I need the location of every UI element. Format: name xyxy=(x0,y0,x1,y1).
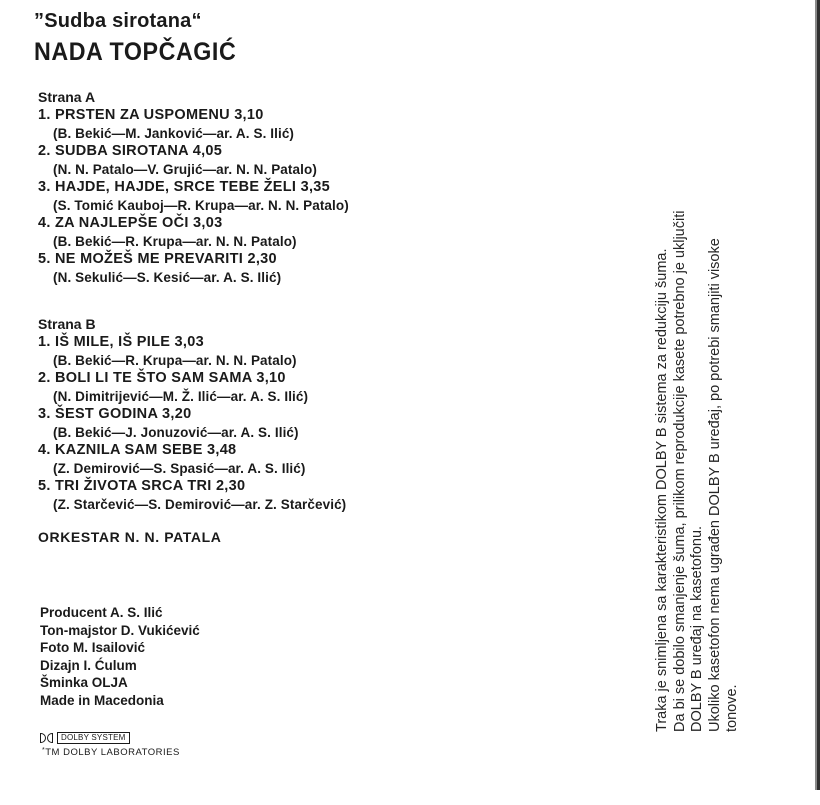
dolby-d-left-icon xyxy=(40,733,46,743)
side-note-line: Da bi se dobilo smanjenje šuma, prilikom reprodukcije kasete potrebno je uključiti xyxy=(671,210,688,732)
credit-producer: Producent A. S. Ilić xyxy=(40,605,163,620)
track-title: 1. IŠ MILE, IŠ PILE 3,03 xyxy=(38,334,204,350)
dolby-trademark xyxy=(42,747,180,758)
track-title: 1. PRSTEN ZA USPOMENU 3,10 xyxy=(38,107,264,123)
side-note-line: Traka je snimljena sa karakteristikom DOLBY B sistema za redukciju šuma. xyxy=(654,248,670,732)
inlay-edge-shadow xyxy=(815,0,820,790)
dolby-system-badge: DOLBY SYSTEM xyxy=(57,732,130,744)
production-credits xyxy=(40,604,200,709)
track-item xyxy=(38,406,598,442)
track-credit: (Z. Demirović—S. Spasić—ar. A. S. Ilić) xyxy=(53,461,306,476)
side-a-label: Strana A xyxy=(38,89,96,105)
track-title: 5. TRI ŽIVOTA SRCA TRI 2,30 xyxy=(38,478,246,494)
side-b-label: Strana B xyxy=(38,316,96,332)
album-title: ”Sudba sirotana“ xyxy=(34,10,202,32)
track-credit: (S. Tomić Kauboj—R. Krupa—ar. N. N. Patalo) xyxy=(53,198,349,213)
track-item xyxy=(38,478,598,514)
track-credit: (B. Bekić—M. Janković—ar. A. S. Ilić) xyxy=(53,126,295,141)
track-item xyxy=(38,107,598,143)
track-item xyxy=(38,442,598,478)
track-item xyxy=(38,143,598,179)
track-item xyxy=(38,370,598,406)
artist-name: NADA TOPČAGIĆ xyxy=(34,38,237,66)
track-credit: (N. Sekulić—S. Kesić—ar. A. S. Ilić) xyxy=(53,270,282,285)
credit-makeup: Šminka OLJA xyxy=(40,675,128,690)
side-note-line: DOLBY B uređaj na kasetofonu. xyxy=(689,525,706,732)
made-in-note: Made in Macedonia xyxy=(40,692,164,708)
track-title: 2. SUDBA SIROTANA 4,05 xyxy=(38,143,223,159)
track-credit: (B. Bekić—R. Krupa—ar. N. N. Patalo) xyxy=(53,353,297,368)
track-credit: (N. Dimitrijević—M. Ž. Ilić—ar. A. S. Ilić) xyxy=(53,389,309,404)
credit-photo: Foto M. Isailović xyxy=(40,640,146,655)
track-credit: (B. Bekić—J. Jonuzović—ar. A. S. Ilić) xyxy=(53,425,299,440)
track-title: 4. KAZNILA SAM SEBE 3,48 xyxy=(38,442,237,458)
track-credit: (B. Bekić—R. Krupa—ar. N. N. Patalo) xyxy=(53,234,297,249)
track-item xyxy=(38,251,598,287)
track-title: 2. BOLI LI TE ŠTO SAM SAMA 3,10 xyxy=(38,370,286,386)
dolby-side-note xyxy=(654,82,742,732)
side-b-track-list xyxy=(38,334,598,514)
track-item xyxy=(38,334,598,370)
dolby-double-d-icon xyxy=(40,733,53,743)
dolby-d-right-icon xyxy=(47,733,53,743)
dolby-trademark-text: TM DOLBY LABORATORIES xyxy=(45,747,180,758)
track-credit: (N. N. Patalo—V. Grujić—ar. N. N. Patalo) xyxy=(53,162,317,177)
track-title: 3. ŠEST GODINA 3,20 xyxy=(38,406,192,422)
track-item xyxy=(38,215,598,251)
track-title: 4. ZA NAJLEPŠE OČI 3,03 xyxy=(38,215,223,231)
side-note-line: tonove. xyxy=(724,684,741,732)
orchestra-credit: ORKESTAR N. N. PATALA xyxy=(38,529,222,545)
credit-sound-engineer: Ton-majstor D. Vukićević xyxy=(40,622,200,638)
dolby-system-mark xyxy=(40,732,130,744)
trademark-asterisk: * xyxy=(42,747,46,754)
track-title: 5. NE MOŽEŠ ME PREVARITI 2,30 xyxy=(38,251,277,267)
side-note-line: Ukoliko kasetofon nema ugrađen DOLBY B uređaj, po potrebi smanjiti visoke xyxy=(706,238,723,732)
track-item xyxy=(38,179,598,215)
track-title: 3. HAJDE, HAJDE, SRCE TEBE ŽELI 3,35 xyxy=(38,179,331,195)
credit-design: Dizajn I. Ćulum xyxy=(40,657,137,673)
track-credit: (Z. Starčević—S. Demirović—ar. Z. Starčević) xyxy=(53,497,347,512)
side-a-track-list xyxy=(38,107,598,287)
